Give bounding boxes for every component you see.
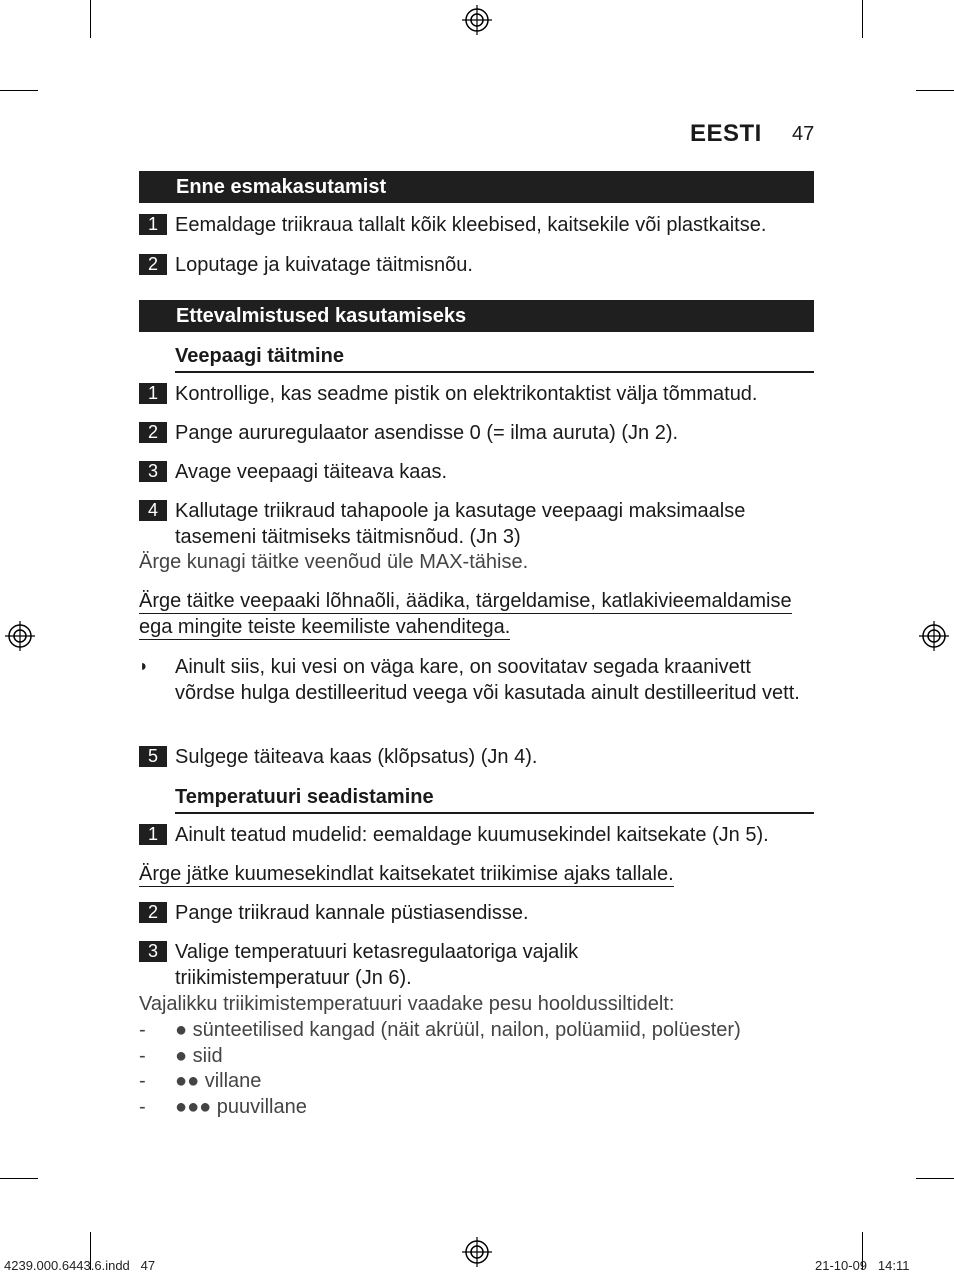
intro-text: Vajalikku triikimistemperatuuri vaadake pesu hooldussiltidelt: <box>139 993 675 1015</box>
step-text: Valige temperatuuri ketasregulaatoriga vajalik triikimistemperatuur (Jn 6). <box>175 941 579 989</box>
step-number: 2 <box>139 422 167 443</box>
step-text: Eemaldage triikraua tallalt kõik kleebised, kaitsekile või plastkaitse. <box>175 214 767 236</box>
step-number: 1 <box>139 214 167 235</box>
crop-mark <box>862 0 863 38</box>
crop-mark <box>0 1178 38 1179</box>
list-text: ●● villane <box>175 1070 262 1092</box>
step-text: Sulgege täiteava kaas (klõpsatus) (Jn 4). <box>175 746 538 768</box>
crop-mark <box>90 0 91 38</box>
subsection-title-filling: Veepaagi täitmine <box>175 344 814 373</box>
step-text: Loputage ja kuivatage täitmisnõu. <box>175 254 473 276</box>
language-heading: EESTI <box>690 120 762 147</box>
step-text: Avage veepaagi täiteava kaas. <box>175 461 448 483</box>
list-dash: - <box>139 1045 146 1067</box>
step-number: 2 <box>139 254 167 275</box>
step-number: 3 <box>139 941 167 962</box>
warning-text <box>139 588 819 640</box>
step-number: 1 <box>139 824 167 845</box>
step-text: Pange aururegulaator asendisse 0 (= ilma auruta) (Jn 2). <box>175 422 679 444</box>
list-text: ● sünteetilised kangad (näit akrüül, nailon, polüamiid, polüester) <box>175 1019 741 1041</box>
warning-underlined: Ärge jätke kuumesekindlat kaitsekatet triikimise ajaks tallale. <box>139 863 674 885</box>
footer-file-info: 4239.000.6443.6.indd 47 <box>4 1258 156 1273</box>
registration-mark-icon <box>462 1237 492 1267</box>
step-number: 2 <box>139 902 167 923</box>
step-number: 5 <box>139 746 167 767</box>
list-text: ● siid <box>175 1045 223 1067</box>
registration-mark-icon <box>462 5 492 35</box>
list-text: ●●● puuvillane <box>175 1096 307 1118</box>
subsection-title-temperature: Temperatuuri seadistamine <box>175 785 814 814</box>
note-text: Ärge kunagi täitke veenõud üle MAX-tähise. <box>139 551 529 573</box>
step-number: 1 <box>139 383 167 404</box>
step-text: Kallutage triikraud tahapoole ja kasutage veepaagi maksimaalse tasemeni täitmiseks täitmisnõud. (Jn 3) <box>175 500 746 548</box>
page-number: 47 <box>792 123 815 145</box>
registration-mark-icon <box>919 621 949 651</box>
step-text: Pange triikraud kannale püstiasendisse. <box>175 902 529 924</box>
crop-mark <box>916 1178 954 1179</box>
registration-mark-icon <box>5 621 35 651</box>
step-text: Ainult teatud mudelid: eemaldage kuumusekindel kaitsekate (Jn 5). <box>175 824 769 846</box>
list-dash: - <box>139 1070 146 1092</box>
step-number: 4 <box>139 500 167 521</box>
section-title-first-use: Enne esmakasutamist <box>139 171 814 203</box>
list-dash: - <box>139 1019 146 1041</box>
crop-mark <box>0 90 38 91</box>
step-number: 3 <box>139 461 167 482</box>
warning-underlined: Ärge täitke veepaaki lõhnaõli, äädika, tärgeldamise, katlakivieemaldamise ega mingite teiste keemiliste vahenditega. <box>139 590 792 638</box>
tip-marker-icon: ◗ <box>139 658 149 675</box>
step-text: Kontrollige, kas seadme pistik on elektrikontaktist välja tõmmatud. <box>175 383 758 405</box>
crop-mark <box>916 90 954 91</box>
section-title-preparation: Ettevalmistused kasutamiseks <box>139 300 814 332</box>
list-dash: - <box>139 1096 146 1118</box>
footer-datetime: 21-10-09 14:11 <box>815 1258 910 1273</box>
warning-text <box>139 861 819 887</box>
tip-text: Ainult siis, kui vesi on väga kare, on soovitatav segada kraanivett võrdse hulga destilleeritud veega või kasutada ainult destilleeritud vett. <box>175 656 800 704</box>
